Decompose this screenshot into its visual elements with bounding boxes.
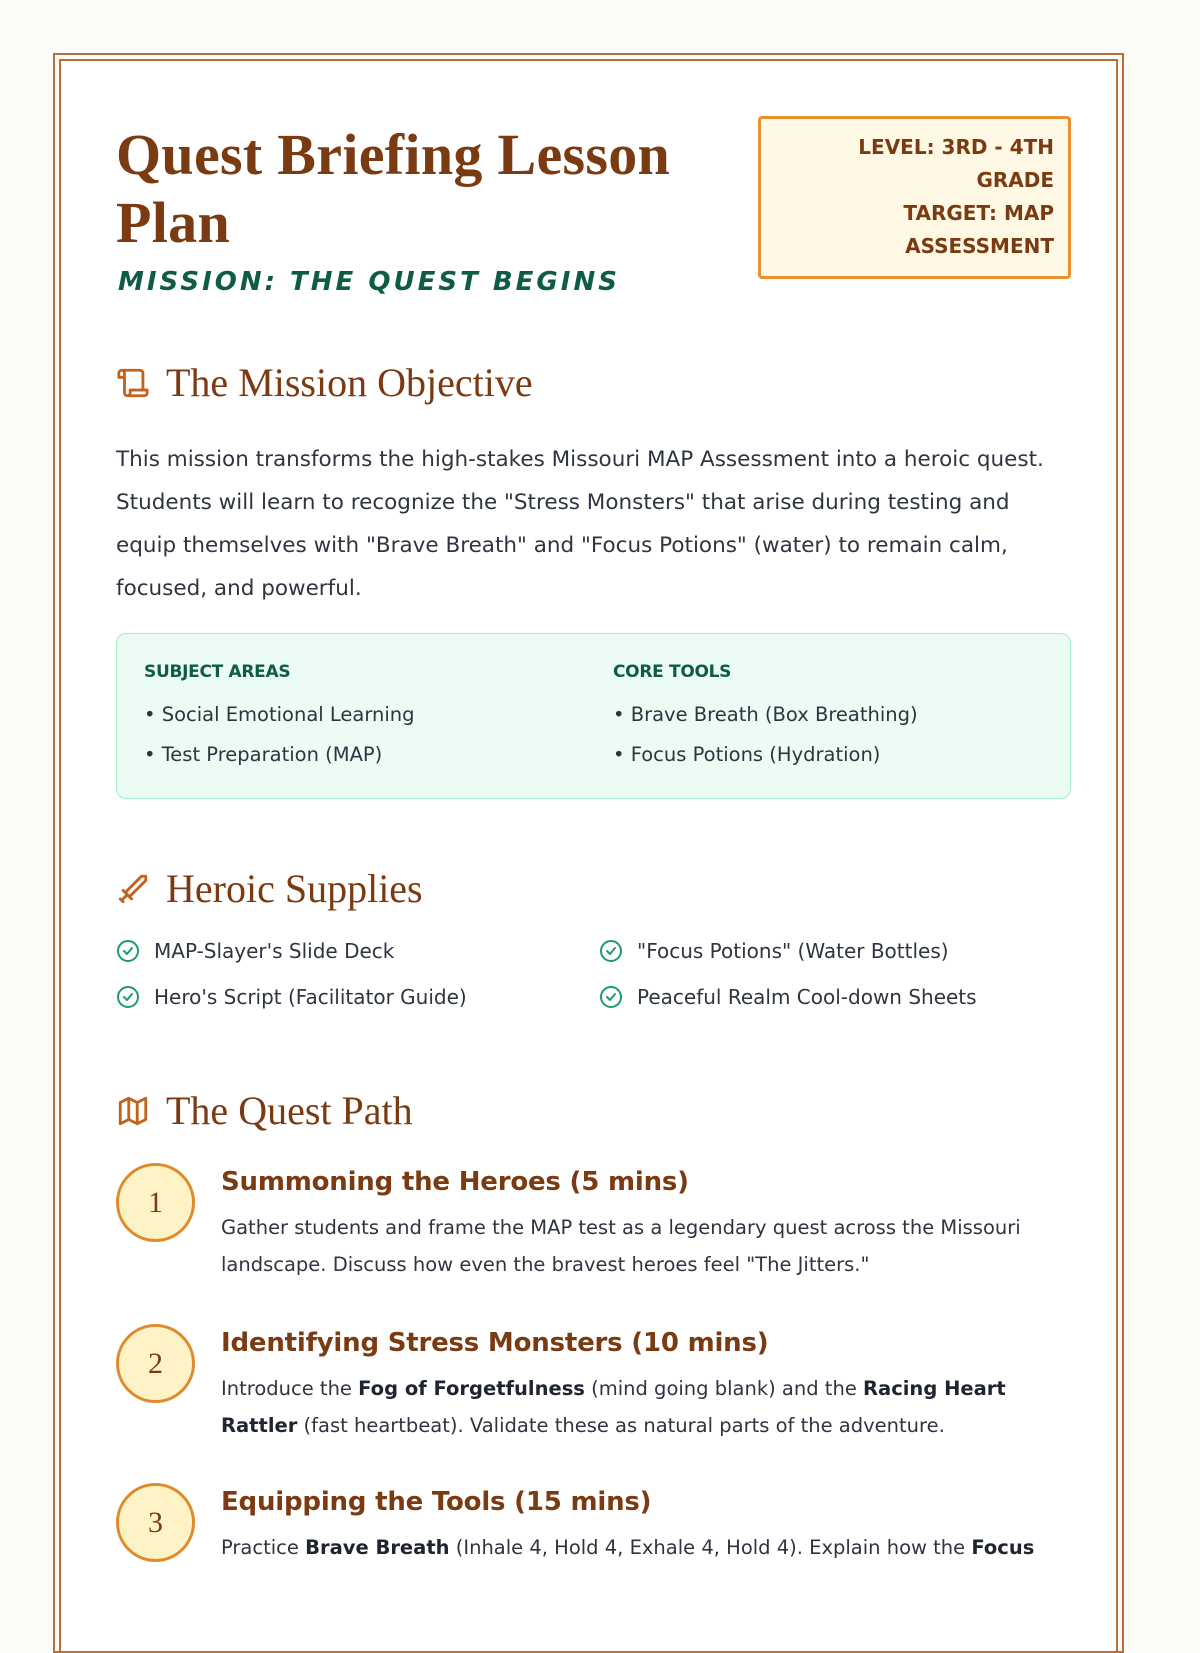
mission-subtitle: MISSION: THE QUEST BEGINS (118, 267, 620, 297)
target-text: TARGET: MAP ASSESSMENT (903, 201, 1054, 258)
supply-item (116, 939, 394, 963)
step-text-bold: Fog of Forgetfulness (358, 1377, 585, 1400)
subject-item: • Social Emotional Learning (144, 703, 415, 726)
sword-icon (116, 872, 150, 906)
supply-label: "Focus Potions" (Water Bottles) (637, 939, 949, 963)
step-description (221, 1370, 1071, 1444)
core-tools (613, 662, 918, 775)
step-text: (Inhale 4, Hold 4, Exhale 4, Hold 4). Explain how the (449, 1536, 972, 1559)
step-title: Identifying Stress Monsters (10 mins) (221, 1328, 769, 1358)
supplies-heading-label: Heroic Supplies (166, 866, 423, 911)
step-description: Gather students and frame the MAP test as a legendary quest across the Missouri landscape. Discuss how even the bravest heroes feel "The Jitters." (221, 1216, 1021, 1276)
subject-areas (144, 662, 415, 775)
tool-item: • Brave Breath (Box Breathing) (613, 703, 918, 726)
supply-label: Peaceful Realm Cool-down Sheets (637, 985, 977, 1009)
step-text: (fast heartbeat). Validate these as natural parts of the adventure. (297, 1414, 945, 1437)
step-title: Equipping the Tools (15 mins) (221, 1487, 652, 1517)
supply-label: MAP-Slayer's Slide Deck (154, 939, 395, 963)
step-text: Practice (221, 1536, 306, 1559)
supply-item (116, 985, 467, 1009)
check-circle-icon (599, 939, 623, 963)
info-box (116, 633, 1071, 799)
subject-item: • Test Preparation (MAP) (144, 743, 383, 766)
quest-path-heading (116, 1087, 413, 1134)
step-number-badge: 2 (116, 1324, 195, 1403)
step-number-badge: 1 (116, 1163, 195, 1242)
objective-heading (116, 359, 533, 406)
step-text-bold: Brave Breath (305, 1536, 450, 1559)
tool-item: • Focus Potions (Hydration) (613, 743, 881, 766)
page-frame (53, 53, 1124, 1653)
step-title: Summoning the Heroes (5 mins) (221, 1167, 689, 1197)
supply-label: Hero's Script (Facilitator Guide) (154, 985, 467, 1009)
step-text-bold: Focus (971, 1536, 1035, 1559)
page-title: Quest Briefing Lesson Plan (116, 122, 671, 255)
objective-heading-label: The Mission Objective (166, 360, 533, 405)
supply-item (599, 985, 977, 1009)
supplies-heading (116, 865, 423, 912)
scroll-icon (116, 366, 150, 400)
check-circle-icon (599, 985, 623, 1009)
level-text: LEVEL: 3RD - 4TH GRADE (858, 135, 1054, 192)
step-text: Introduce the (221, 1377, 359, 1400)
check-circle-icon (116, 985, 140, 1009)
check-circle-icon (116, 939, 140, 963)
step-text: (mind going blank) and the (584, 1377, 864, 1400)
supply-item (599, 939, 949, 963)
step-number-badge: 3 (116, 1483, 195, 1562)
step-text-bold: Racing Heart Rattler (221, 1377, 1006, 1437)
level-badge (758, 116, 1071, 279)
step-description (221, 1529, 1071, 1566)
map-icon (116, 1094, 150, 1128)
objective-text: This mission transforms the high-stakes Missouri MAP Assessment into a heroic quest. Students will learn to recognize the "Stress Monsters" that arise during testing and equip themselves with "Brave Breath" and "Focus Potions" (water) to remain calm, focused, and powerful. (116, 447, 1044, 601)
subject-areas-heading: SUBJECT AREAS (144, 662, 291, 682)
core-tools-heading: CORE TOOLS (613, 662, 732, 682)
quest-path-heading-label: The Quest Path (166, 1088, 413, 1133)
lesson-plan-sheet (59, 59, 1118, 1651)
